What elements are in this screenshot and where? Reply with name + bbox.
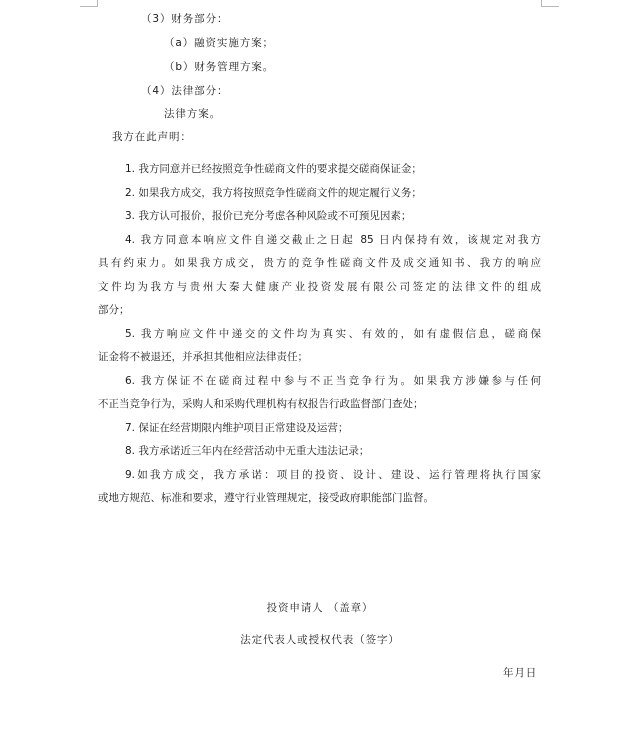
- declaration-item-4-line-2: 具有约束力。如果我方成交，贵方的竞争性磋商文件及成交通知书、我方的响应: [98, 257, 541, 269]
- declaration-intro: 我方在此声明：: [112, 131, 192, 143]
- declaration-item-6-line-2: 不正当竞争行为，采购人和采购代理机构有权报告行政监督部门查处；: [98, 398, 424, 410]
- section-legal-heading: （4）法律部分：: [141, 85, 229, 97]
- date-line: 年月日: [503, 667, 538, 679]
- declaration-item-5-line-2: 证金将不被退还，并承担其他相应法律责任；: [98, 351, 308, 363]
- section-finance-heading: （3）财务部分：: [141, 13, 229, 25]
- section-finance-item-a: （a）融资实施方案；: [164, 37, 274, 49]
- declaration-item-6-line-1: 6. 我方保证不在磋商过程中参与不正当竞争行为。如果我方涉嫌参与任何: [125, 374, 541, 387]
- crop-mark-top-right-v: [541, 0, 542, 7]
- declaration-item-4-line-3: 文件均为我方与贵州大秦大健康产业投资发展有限公司签定的法律文件的组成: [98, 280, 541, 293]
- declaration-item-5-line-1: 5. 我方响应文件中递交的文件均为真实、有效的，如有虚假信息，磋商保: [125, 327, 541, 340]
- declaration-item-1: 1. 我方同意并已经按照竞争性磋商文件的要求提交磋商保证金；: [125, 163, 422, 175]
- declaration-item-4-line-4: 部分；: [98, 304, 130, 316]
- applicant-seal-line: 投资申请人 （盖章）: [266, 602, 374, 614]
- declaration-item-4-line-1: 4. 我方同意本响应文件自递交截止之日起 85 日内保持有效，该规定对我方: [125, 233, 541, 246]
- section-legal-item: 法律方案。: [164, 108, 221, 120]
- representative-signature-line: 法定代表人或授权代表（签字）: [240, 634, 400, 646]
- declaration-item-8: 8. 我方承诺近三年内在经营活动中无重大违法记录；: [125, 445, 370, 457]
- declaration-item-7: 7. 保证在经营期限内维护项目正常建设及运营；: [125, 421, 349, 434]
- declaration-item-9-line-1: 9.如我方成交，我方承诺：项目的投资、设计、建设、运行管理将执行国家: [125, 468, 541, 481]
- declaration-item-9-line-2: 或地方规范、标准和要求，遵守行业管理规定，接受政府职能部门监督。: [98, 492, 434, 504]
- declaration-item-3: 3. 我方认可报价，报价已充分考虑各种风险或不可预见因素；: [125, 210, 412, 222]
- crop-mark-top-left-h: [80, 6, 98, 7]
- declaration-list: [98, 158, 541, 511]
- crop-mark-top-right-h: [541, 6, 559, 7]
- crop-mark-top-left-v: [97, 0, 98, 7]
- section-finance-item-b: （b）财务管理方案。: [164, 61, 275, 73]
- declaration-item-2: 2. 如果我方成交，我方将按照竞争性磋商文件的规定履行义务；: [125, 186, 422, 199]
